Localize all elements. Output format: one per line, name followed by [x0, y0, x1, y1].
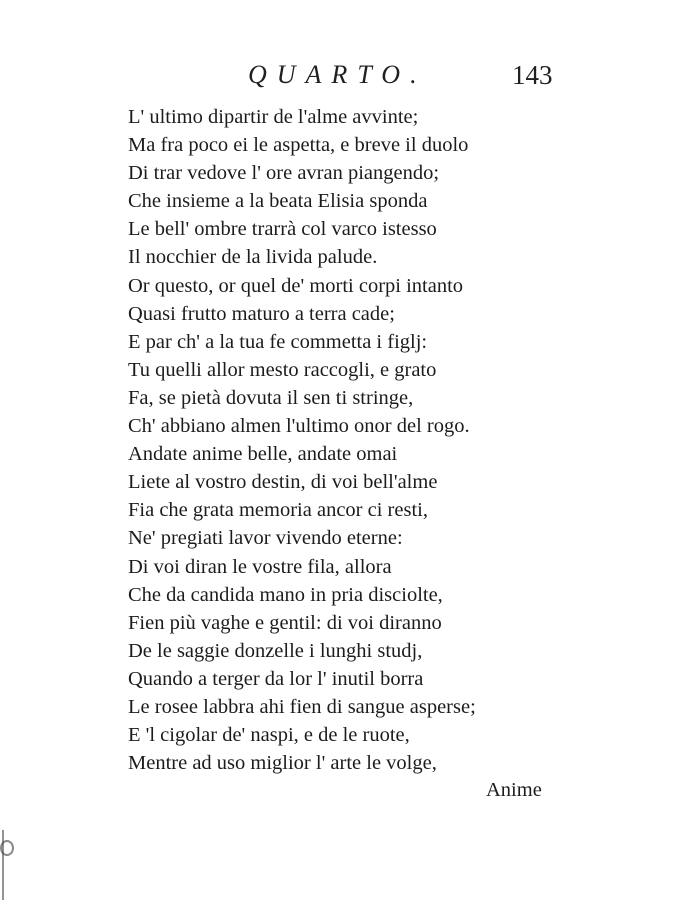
verse-line: Ch' abbiano almen l'ultimo onor del rogo.	[128, 415, 470, 438]
catchword: Anime	[486, 779, 542, 801]
verse-line: Tu quelli allor mesto raccogli, e grato	[128, 358, 437, 381]
binding-edge-dot	[0, 840, 14, 856]
verse-block	[128, 103, 568, 777]
verse-line: Di voi diran le vostre fila, allora	[128, 555, 392, 578]
verse-line: Or questo, or quel de' morti corpi intanto	[128, 274, 464, 297]
verse-line: E 'l cigolar de' naspi, e de le ruote,	[128, 724, 410, 747]
verse-line: Fia che grata memoria ancor ci resti,	[128, 499, 428, 522]
verse-line: Fien più vaghe e gentil: di voi diranno	[128, 611, 442, 634]
verse-line: Ne' pregiati lavor vivendo eterne:	[128, 527, 403, 550]
verse-line: Fa, se pietà dovuta il sen ti stringe,	[128, 386, 414, 409]
verse-line: Mentre ad uso miglior l' arte le volge,	[128, 752, 437, 775]
verse-line: Andate anime belle, andate omai	[128, 443, 398, 466]
verse-line: Di trar vedove l' ore avran piangendo;	[128, 162, 440, 185]
verse-line: Che insieme a la beata Elisia sponda	[128, 190, 428, 213]
verse-line: Quando a terger da lor l' inutil borra	[128, 667, 424, 690]
verse-line: Il nocchier de la livida palude.	[128, 246, 378, 269]
verse-line: Che da candida mano in pria disciolte,	[128, 583, 443, 606]
verse-line: L' ultimo dipartir de l'alme avvinte;	[128, 106, 419, 128]
verse-line: Le bell' ombre trarrà col varco istesso	[128, 218, 437, 241]
verse-line: Quasi frutto maturo a terra cade;	[128, 302, 395, 325]
verse-line: De le saggie donzelle i lunghi studj,	[128, 639, 423, 662]
running-title: QUARTO.	[248, 60, 427, 89]
verse-line: Ma fra poco ei le aspetta, e breve il duolo	[128, 134, 469, 157]
verse-line: Liete al vostro destin, di voi bell'alme	[128, 471, 438, 494]
page-number: 143	[512, 60, 553, 90]
verse-line: E par ch' a la tua fe commetta i figlj:	[128, 330, 428, 353]
verse-line: Le rosee labbra ahi fien di sangue asperse;	[128, 695, 476, 718]
